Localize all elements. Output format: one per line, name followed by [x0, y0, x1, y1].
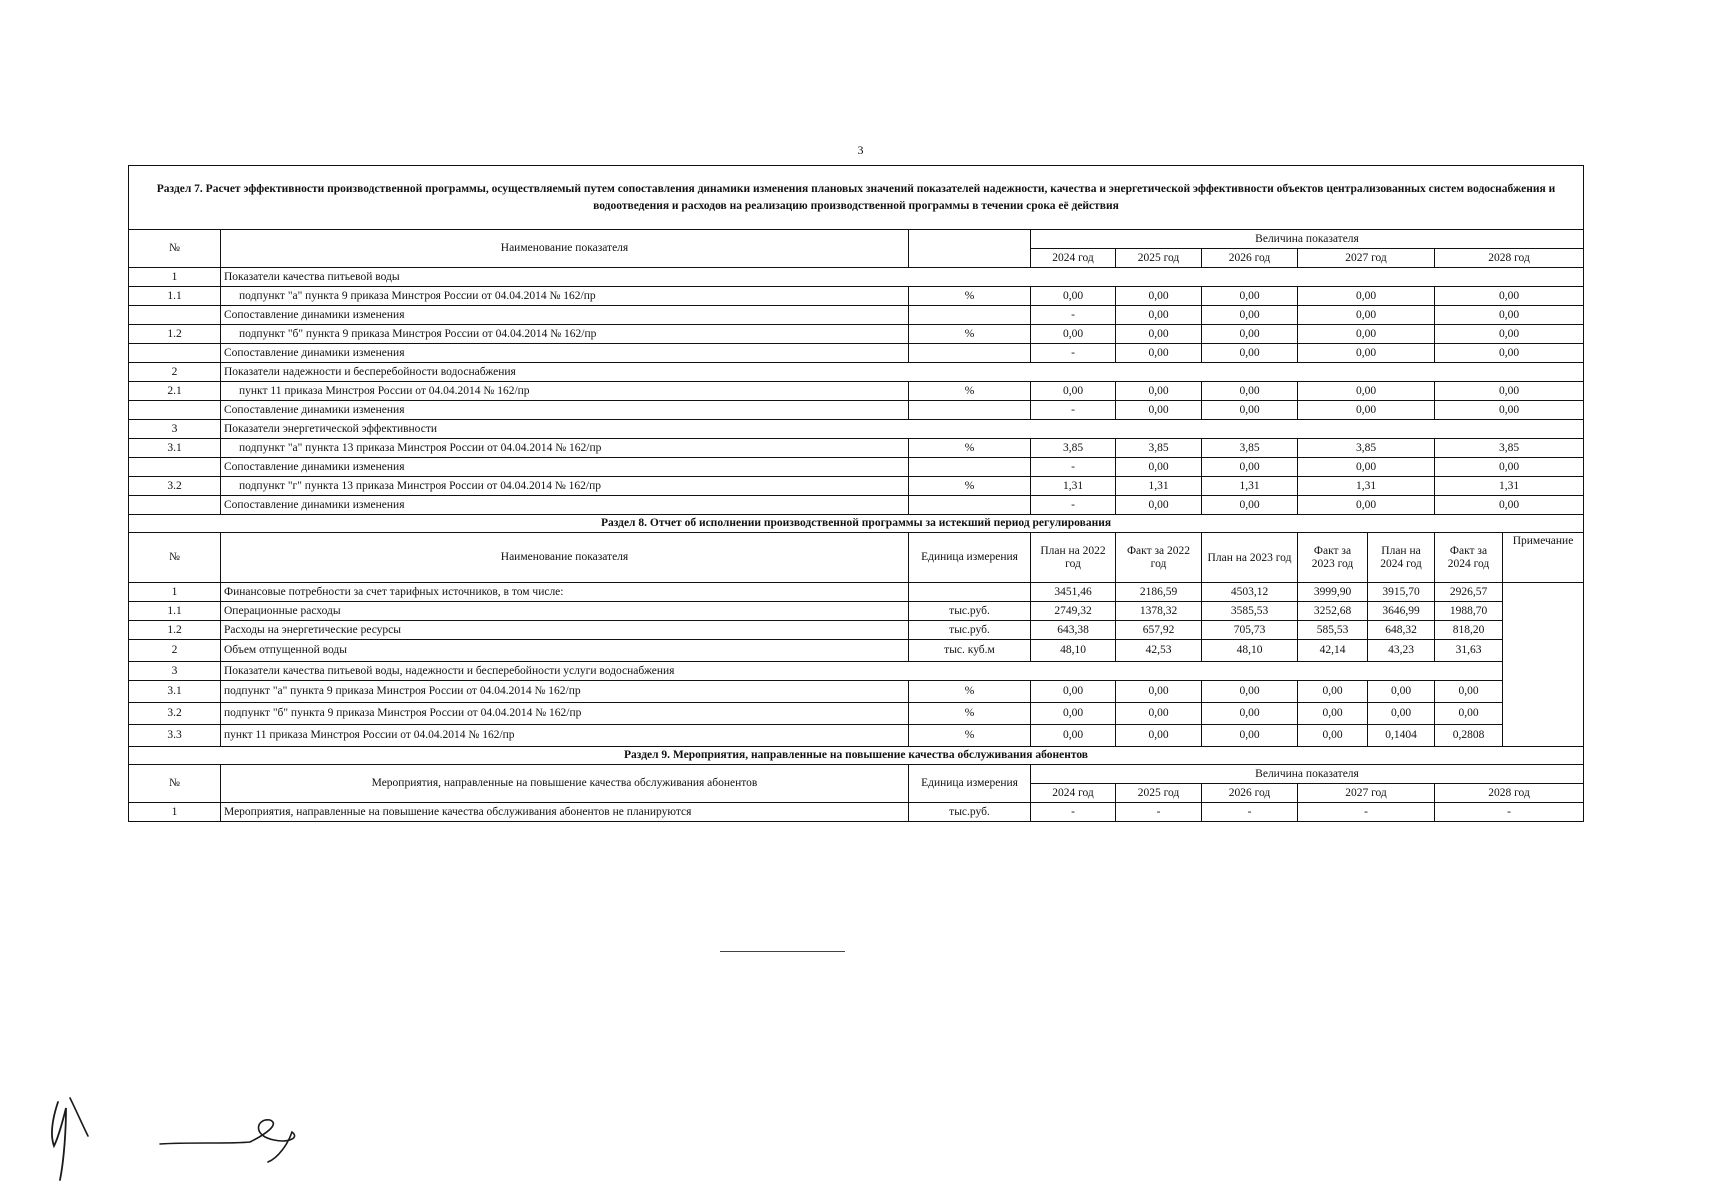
value-cell: 0,1404: [1368, 725, 1435, 747]
section7-header-row-1: [129, 230, 1584, 249]
unit-cell: тыс.руб.: [909, 602, 1031, 621]
value-cell: 0,00: [1435, 401, 1584, 420]
section7-col-name: Наименование показателя: [221, 230, 909, 268]
section9-title: Раздел 9. Мероприятия, направленные на повышение качества обслуживания абонентов: [129, 747, 1584, 765]
value-cell: 2749,32: [1031, 602, 1116, 621]
section7-year-header: 2024 год: [1031, 249, 1116, 268]
value-cell: 0,00: [1116, 325, 1202, 344]
section7-table-row: [129, 458, 1584, 477]
section7-table-row: [129, 363, 1584, 382]
value-cell: 0,00: [1202, 382, 1298, 401]
section8-title-row: [129, 515, 1584, 533]
value-cell: 0,00: [1435, 306, 1584, 325]
row-number: 1.1: [129, 602, 221, 621]
row-number: 1: [129, 268, 221, 287]
value-cell: 0,00: [1202, 306, 1298, 325]
section7-table-row: [129, 477, 1584, 496]
unit-cell: [909, 401, 1031, 420]
row-number: [129, 344, 221, 363]
section9-title-row: [129, 747, 1584, 765]
value-cell: 3,85: [1202, 439, 1298, 458]
section7-table-row: [129, 287, 1584, 306]
value-cell: -: [1031, 458, 1116, 477]
value-cell: 0,00: [1298, 306, 1435, 325]
value-cell: 0,00: [1116, 681, 1202, 703]
value-cell: 3646,99: [1368, 602, 1435, 621]
value-cell: 0,00: [1031, 703, 1116, 725]
value-cell: 48,10: [1031, 640, 1116, 662]
section7-table-row: [129, 268, 1584, 287]
row-number: 3: [129, 420, 221, 439]
section8-col-fact2022: Факт за 2022 год: [1116, 533, 1202, 583]
unit-cell: тыс. куб.м: [909, 640, 1031, 662]
section8-col-name: Наименование показателя: [221, 533, 909, 583]
value-cell: 0,00: [1298, 703, 1368, 725]
indicator-name: пункт 11 приказа Минстроя России от 04.04.2014 № 162/пр: [221, 382, 909, 401]
row-number: 3.1: [129, 439, 221, 458]
value-cell: 43,23: [1368, 640, 1435, 662]
value-cell: -: [1031, 803, 1116, 822]
value-cell: 0,00: [1116, 458, 1202, 477]
report-table: [128, 165, 1584, 822]
unit-cell: %: [909, 681, 1031, 703]
unit-cell: тыс.руб.: [909, 803, 1031, 822]
group-name: Показатели энергетической эффективности: [221, 420, 1584, 439]
section8-col-plan2024: План на 2024 год: [1368, 533, 1435, 583]
indicator-name: Сопоставление динамики изменения: [221, 458, 909, 477]
indicator-name: Сопоставление динамики изменения: [221, 496, 909, 515]
section8-table-row: [129, 602, 1584, 621]
value-cell: 0,00: [1202, 725, 1298, 747]
group-name: Показатели надежности и бесперебойности водоснабжения: [221, 363, 1584, 382]
unit-cell: %: [909, 439, 1031, 458]
value-cell: 0,00: [1116, 344, 1202, 363]
value-cell: 3,85: [1435, 439, 1584, 458]
value-cell: 42,14: [1298, 640, 1368, 662]
unit-cell: тыс.руб.: [909, 621, 1031, 640]
section8-table-row: [129, 681, 1584, 703]
value-cell: 0,00: [1435, 703, 1503, 725]
row-number: 3: [129, 662, 221, 681]
row-number: 2: [129, 640, 221, 662]
unit-cell: [909, 583, 1031, 602]
value-cell: 3999,90: [1298, 583, 1368, 602]
value-cell: 0,00: [1435, 344, 1584, 363]
section9-year-header: 2028 год: [1435, 784, 1584, 803]
value-cell: 0,00: [1116, 287, 1202, 306]
value-cell: 42,53: [1116, 640, 1202, 662]
row-number: 2.1: [129, 382, 221, 401]
section9-year-header: 2027 год: [1298, 784, 1435, 803]
row-number: 1.2: [129, 325, 221, 344]
section7-col-no: №: [129, 230, 221, 268]
note-cell: [1503, 583, 1584, 747]
value-cell: 0,00: [1298, 725, 1368, 747]
value-cell: 585,53: [1298, 621, 1368, 640]
value-cell: 4503,12: [1202, 583, 1298, 602]
unit-cell: %: [909, 477, 1031, 496]
value-cell: 2926,57: [1435, 583, 1503, 602]
section9-year-header: 2025 год: [1116, 784, 1202, 803]
section8-table-row: [129, 583, 1584, 602]
value-cell: 0,00: [1116, 306, 1202, 325]
value-cell: 0,00: [1031, 382, 1116, 401]
report-table-body: [129, 166, 1584, 822]
value-cell: 0,00: [1298, 382, 1435, 401]
section8-col-note: Примечание: [1503, 533, 1584, 583]
value-cell: 0,00: [1435, 681, 1503, 703]
value-cell: -: [1116, 803, 1202, 822]
section8-title: Раздел 8. Отчет об исполнении производственной программы за истекший период регулирования: [129, 515, 1584, 533]
value-cell: 1,31: [1031, 477, 1116, 496]
row-number: 1.2: [129, 621, 221, 640]
value-cell: 818,20: [1435, 621, 1503, 640]
section8-col-fact2024: Факт за 2024 год: [1435, 533, 1503, 583]
value-cell: 0,00: [1202, 703, 1298, 725]
value-cell: 0,00: [1202, 458, 1298, 477]
value-cell: -: [1202, 803, 1298, 822]
value-cell: 0,00: [1031, 325, 1116, 344]
indicator-name: подпункт "г" пункта 13 приказа Минстроя России от 04.04.2014 № 162/пр: [221, 477, 909, 496]
page-number: 3: [857, 143, 864, 157]
row-number: 3.2: [129, 703, 221, 725]
indicator-name: подпункт "а" пункта 9 приказа Минстроя России от 04.04.2014 № 162/пр: [221, 287, 909, 306]
value-cell: 0,00: [1298, 681, 1368, 703]
unit-cell: %: [909, 382, 1031, 401]
indicator-name: Операционные расходы: [221, 602, 909, 621]
row-number: [129, 306, 221, 325]
indicator-name: Расходы на энергетические ресурсы: [221, 621, 909, 640]
value-cell: -: [1435, 803, 1584, 822]
indicator-name: подпункт "а" пункта 13 приказа Минстроя России от 04.04.2014 № 162/пр: [221, 439, 909, 458]
value-cell: 0,00: [1116, 401, 1202, 420]
value-cell: 0,00: [1031, 287, 1116, 306]
section8-table-row: [129, 640, 1584, 662]
indicator-name: Сопоставление динамики изменения: [221, 306, 909, 325]
unit-cell: [909, 306, 1031, 325]
row-number: 1: [129, 803, 221, 822]
value-cell: 3,85: [1298, 439, 1435, 458]
value-cell: 0,00: [1298, 325, 1435, 344]
value-cell: 0,00: [1298, 344, 1435, 363]
section9-table-row: [129, 803, 1584, 822]
value-cell: 0,00: [1116, 382, 1202, 401]
indicator-name: подпункт "б" пункта 9 приказа Минстроя России от 04.04.2014 № 162/пр: [221, 325, 909, 344]
value-cell: 0,00: [1116, 725, 1202, 747]
section7-table-row: [129, 420, 1584, 439]
value-cell: 0,00: [1435, 382, 1584, 401]
value-cell: 0,00: [1298, 401, 1435, 420]
value-cell: 0,00: [1202, 325, 1298, 344]
section8-table-row: [129, 621, 1584, 640]
section9-col-no: №: [129, 765, 221, 803]
indicator-name: Сопоставление динамики изменения: [221, 344, 909, 363]
section8-col-unit: Единица измерения: [909, 533, 1031, 583]
unit-cell: [909, 496, 1031, 515]
row-number: 2: [129, 363, 221, 382]
value-cell: 0,00: [1202, 496, 1298, 515]
value-cell: 0,00: [1031, 681, 1116, 703]
value-cell: 0,00: [1368, 681, 1435, 703]
value-cell: 0,00: [1298, 458, 1435, 477]
value-cell: 657,92: [1116, 621, 1202, 640]
value-cell: -: [1031, 344, 1116, 363]
value-cell: 0,00: [1435, 496, 1584, 515]
indicator-name: Сопоставление динамики изменения: [221, 401, 909, 420]
section9-col-name: Мероприятия, направленные на повышение качества обслуживания абонентов: [221, 765, 909, 803]
value-cell: 643,38: [1031, 621, 1116, 640]
value-cell: 3451,46: [1031, 583, 1116, 602]
value-cell: 1378,32: [1116, 602, 1202, 621]
unit-cell: %: [909, 725, 1031, 747]
indicator-name: Финансовые потребности за счет тарифных источников, в том числе:: [221, 583, 909, 602]
section9-col-group: Величина показателя: [1031, 765, 1584, 784]
value-cell: 1,31: [1116, 477, 1202, 496]
section8-col-plan2023: План на 2023 год: [1202, 533, 1298, 583]
section9-col-unit: Единица измерения: [909, 765, 1031, 803]
value-cell: 3,85: [1116, 439, 1202, 458]
value-cell: 705,73: [1202, 621, 1298, 640]
section8-table-row: [129, 725, 1584, 747]
section9-year-header: 2026 год: [1202, 784, 1298, 803]
section7-year-header: 2028 год: [1435, 249, 1584, 268]
section9-header-row-1: [129, 765, 1584, 784]
section9-year-header: 2024 год: [1031, 784, 1116, 803]
row-number: 3.2: [129, 477, 221, 496]
value-cell: 31,63: [1435, 640, 1503, 662]
value-cell: 0,00: [1435, 325, 1584, 344]
handwritten-signature: [30, 1080, 300, 1190]
row-number: 1.1: [129, 287, 221, 306]
group-name: Показатели качества питьевой воды: [221, 268, 1584, 287]
indicator-name: подпункт "б" пункта 9 приказа Минстроя России от 04.04.2014 № 162/пр: [221, 703, 909, 725]
value-cell: 3915,70: [1368, 583, 1435, 602]
row-number: [129, 458, 221, 477]
end-rule: [720, 951, 845, 952]
unit-cell: [909, 344, 1031, 363]
value-cell: 0,00: [1435, 458, 1584, 477]
unit-cell: [909, 458, 1031, 477]
unit-cell: %: [909, 703, 1031, 725]
indicator-name: Объем отпущенной воды: [221, 640, 909, 662]
value-cell: -: [1031, 401, 1116, 420]
value-cell: 0,00: [1116, 496, 1202, 515]
section7-table-row: [129, 401, 1584, 420]
section7-title: Раздел 7. Расчет эффективности производственной программы, осуществляемый путем сопоставления динамики изменения плановых значений показателей надежности, качества и энергетической эффективности объектов централизованных систем водоснабжения и водоотведения и расходов на реализацию производственной программы в течении срока её действия: [129, 166, 1584, 230]
row-number: [129, 401, 221, 420]
value-cell: 1,31: [1435, 477, 1584, 496]
section7-col-group: Величина показателя: [1031, 230, 1584, 249]
section8-table-row: [129, 662, 1584, 681]
section8-table-row: [129, 703, 1584, 725]
section7-table-row: [129, 325, 1584, 344]
value-cell: 0,00: [1298, 496, 1435, 515]
value-cell: 0,00: [1116, 703, 1202, 725]
section7-table-row: [129, 306, 1584, 325]
row-number: 3.1: [129, 681, 221, 703]
value-cell: -: [1031, 496, 1116, 515]
section7-table-row: [129, 344, 1584, 363]
value-cell: 3252,68: [1298, 602, 1368, 621]
section7-col-unit: [909, 230, 1031, 268]
value-cell: 48,10: [1202, 640, 1298, 662]
row-number: [129, 496, 221, 515]
section8-header-row: [129, 533, 1584, 583]
value-cell: 1988,70: [1435, 602, 1503, 621]
value-cell: 0,00: [1202, 681, 1298, 703]
value-cell: 0,00: [1202, 287, 1298, 306]
section8-col-plan2022: План на 2022 год: [1031, 533, 1116, 583]
value-cell: 648,32: [1368, 621, 1435, 640]
section7-year-header: 2025 год: [1116, 249, 1202, 268]
value-cell: 2186,59: [1116, 583, 1202, 602]
value-cell: 3585,53: [1202, 602, 1298, 621]
value-cell: 0,00: [1202, 401, 1298, 420]
value-cell: 1,31: [1202, 477, 1298, 496]
section8-col-fact2023: Факт за 2023 год: [1298, 533, 1368, 583]
row-number: 1: [129, 583, 221, 602]
value-cell: -: [1031, 306, 1116, 325]
value-cell: 3,85: [1031, 439, 1116, 458]
value-cell: 0,00: [1435, 287, 1584, 306]
section7-table-row: [129, 439, 1584, 458]
indicator-name: Мероприятия, направленные на повышение качества обслуживания абонентов не планируются: [221, 803, 909, 822]
section8-col-no: №: [129, 533, 221, 583]
group-name: Показатели качества питьевой воды, надежности и бесперебойности услуги водоснабжения: [221, 662, 1503, 681]
value-cell: -: [1298, 803, 1435, 822]
unit-cell: %: [909, 325, 1031, 344]
section7-table-row: [129, 382, 1584, 401]
value-cell: 0,00: [1298, 287, 1435, 306]
section7-year-header: 2027 год: [1298, 249, 1435, 268]
section7-table-row: [129, 496, 1584, 515]
unit-cell: %: [909, 287, 1031, 306]
section7-title-row: [129, 166, 1584, 230]
value-cell: 0,00: [1368, 703, 1435, 725]
value-cell: 0,00: [1202, 344, 1298, 363]
value-cell: 1,31: [1298, 477, 1435, 496]
value-cell: 0,00: [1031, 725, 1116, 747]
section7-year-header: 2026 год: [1202, 249, 1298, 268]
value-cell: 0,2808: [1435, 725, 1503, 747]
row-number: 3.3: [129, 725, 221, 747]
indicator-name: подпункт "а" пункта 9 приказа Минстроя России от 04.04.2014 № 162/пр: [221, 681, 909, 703]
document-table-container: [128, 165, 1583, 822]
indicator-name: пункт 11 приказа Минстроя России от 04.04.2014 № 162/пр: [221, 725, 909, 747]
